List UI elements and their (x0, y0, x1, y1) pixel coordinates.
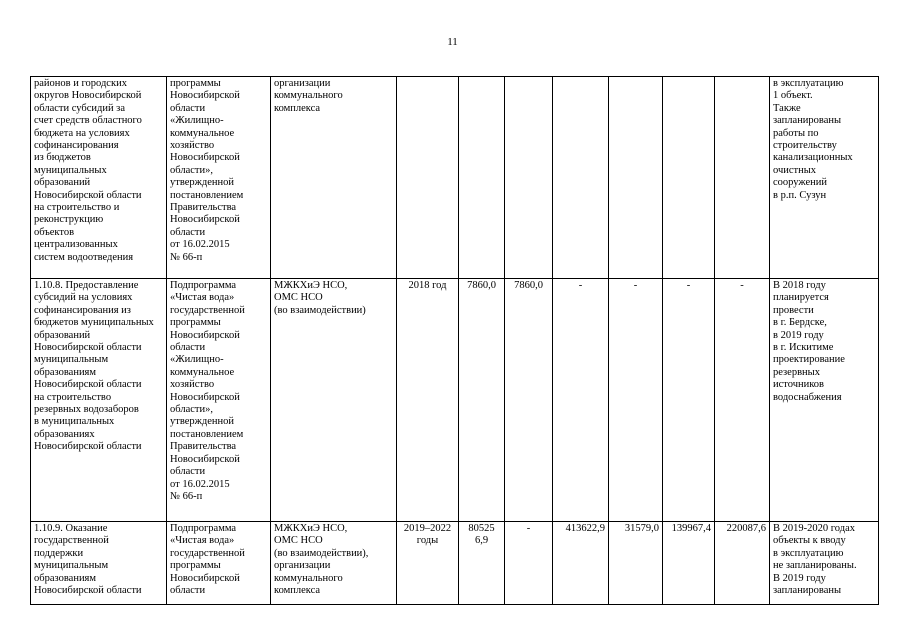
program-cell: программы Новосибирской области «Жилищно- коммунальное хозяйство Новосибирской области», утвержденной постановлением Правительства Новосибирской области от 16.02.2015 № 66-п (167, 77, 271, 279)
total-cell: 80525 6,9 (459, 522, 505, 605)
period-cell: 2019–2022 годы (397, 522, 459, 605)
year-2022-cell (715, 77, 770, 279)
period-cell (397, 77, 459, 279)
program-cell: Подпрограмма «Чистая вода» государственной программы Новосибирской области (167, 522, 271, 605)
measure-name-cell: 1.10.9. Оказание государственной поддержки муниципальным образованиям Новосибирской области (31, 522, 167, 605)
year-2018-cell (505, 77, 553, 279)
year-2019-cell: - (553, 279, 609, 522)
executor-cell: МЖКХиЭ НСО, ОМС НСО (во взаимодействии), организации коммунального комплекса (271, 522, 397, 605)
year-2020-cell: - (609, 279, 663, 522)
year-2019-cell (553, 77, 609, 279)
table-row (31, 77, 879, 279)
measure-name-cell: районов и городских округов Новосибирской области субсидий за счет средств областного бюджета на условиях софинансирования из бюджетов муниципальных образований Новосибирской области на строительство и реконструкцию объектов централизованных систем водоотведения (31, 77, 167, 279)
year-2020-cell (609, 77, 663, 279)
table-row (31, 279, 879, 522)
result-cell: В 2018 году планируется провести в г. Бердске, в 2019 году в г. Искитиме проектирование резервных источников водоснабжения (770, 279, 879, 522)
total-cell (459, 77, 505, 279)
total-cell: 7860,0 (459, 279, 505, 522)
executor-cell: МЖКХиЭ НСО, ОМС НСО (во взаимодействии) (271, 279, 397, 522)
program-cell: Подпрограмма «Чистая вода» государственной программы Новосибирской области «Жилищно- коммунальное хозяйство Новосибирской области», утвержденной постановлением Правительства Новосибирской области от 16.02.2015 № 66-п (167, 279, 271, 522)
year-2021-cell (663, 77, 715, 279)
year-2021-cell: - (663, 279, 715, 522)
year-2018-cell: - (505, 522, 553, 605)
year-2022-cell: 220087,6 (715, 522, 770, 605)
result-cell: в эксплуатацию 1 объект. Также запланированы работы по строительству канализационных очистных сооружений в р.п. Сузун (770, 77, 879, 279)
year-2020-cell: 31579,0 (609, 522, 663, 605)
period-cell: 2018 год (397, 279, 459, 522)
result-cell: В 2019-2020 годах объекты к вводу в эксплуатацию не запланированы. В 2019 году запланированы (770, 522, 879, 605)
year-2022-cell: - (715, 279, 770, 522)
measures-table (30, 76, 879, 605)
table-row (31, 522, 879, 605)
page-number: 11 (447, 36, 458, 48)
year-2019-cell: 413622,9 (553, 522, 609, 605)
year-2021-cell: 139967,4 (663, 522, 715, 605)
measure-name-cell: 1.10.8. Предоставление субсидий на условиях софинансирования из бюджетов муниципальных образований Новосибирской области муниципальным образованиям Новосибирской области на строительство резервных водозаборов в муниципальных образованиях Новосибирской области (31, 279, 167, 522)
year-2018-cell: 7860,0 (505, 279, 553, 522)
executor-cell: организации коммунального комплекса (271, 77, 397, 279)
